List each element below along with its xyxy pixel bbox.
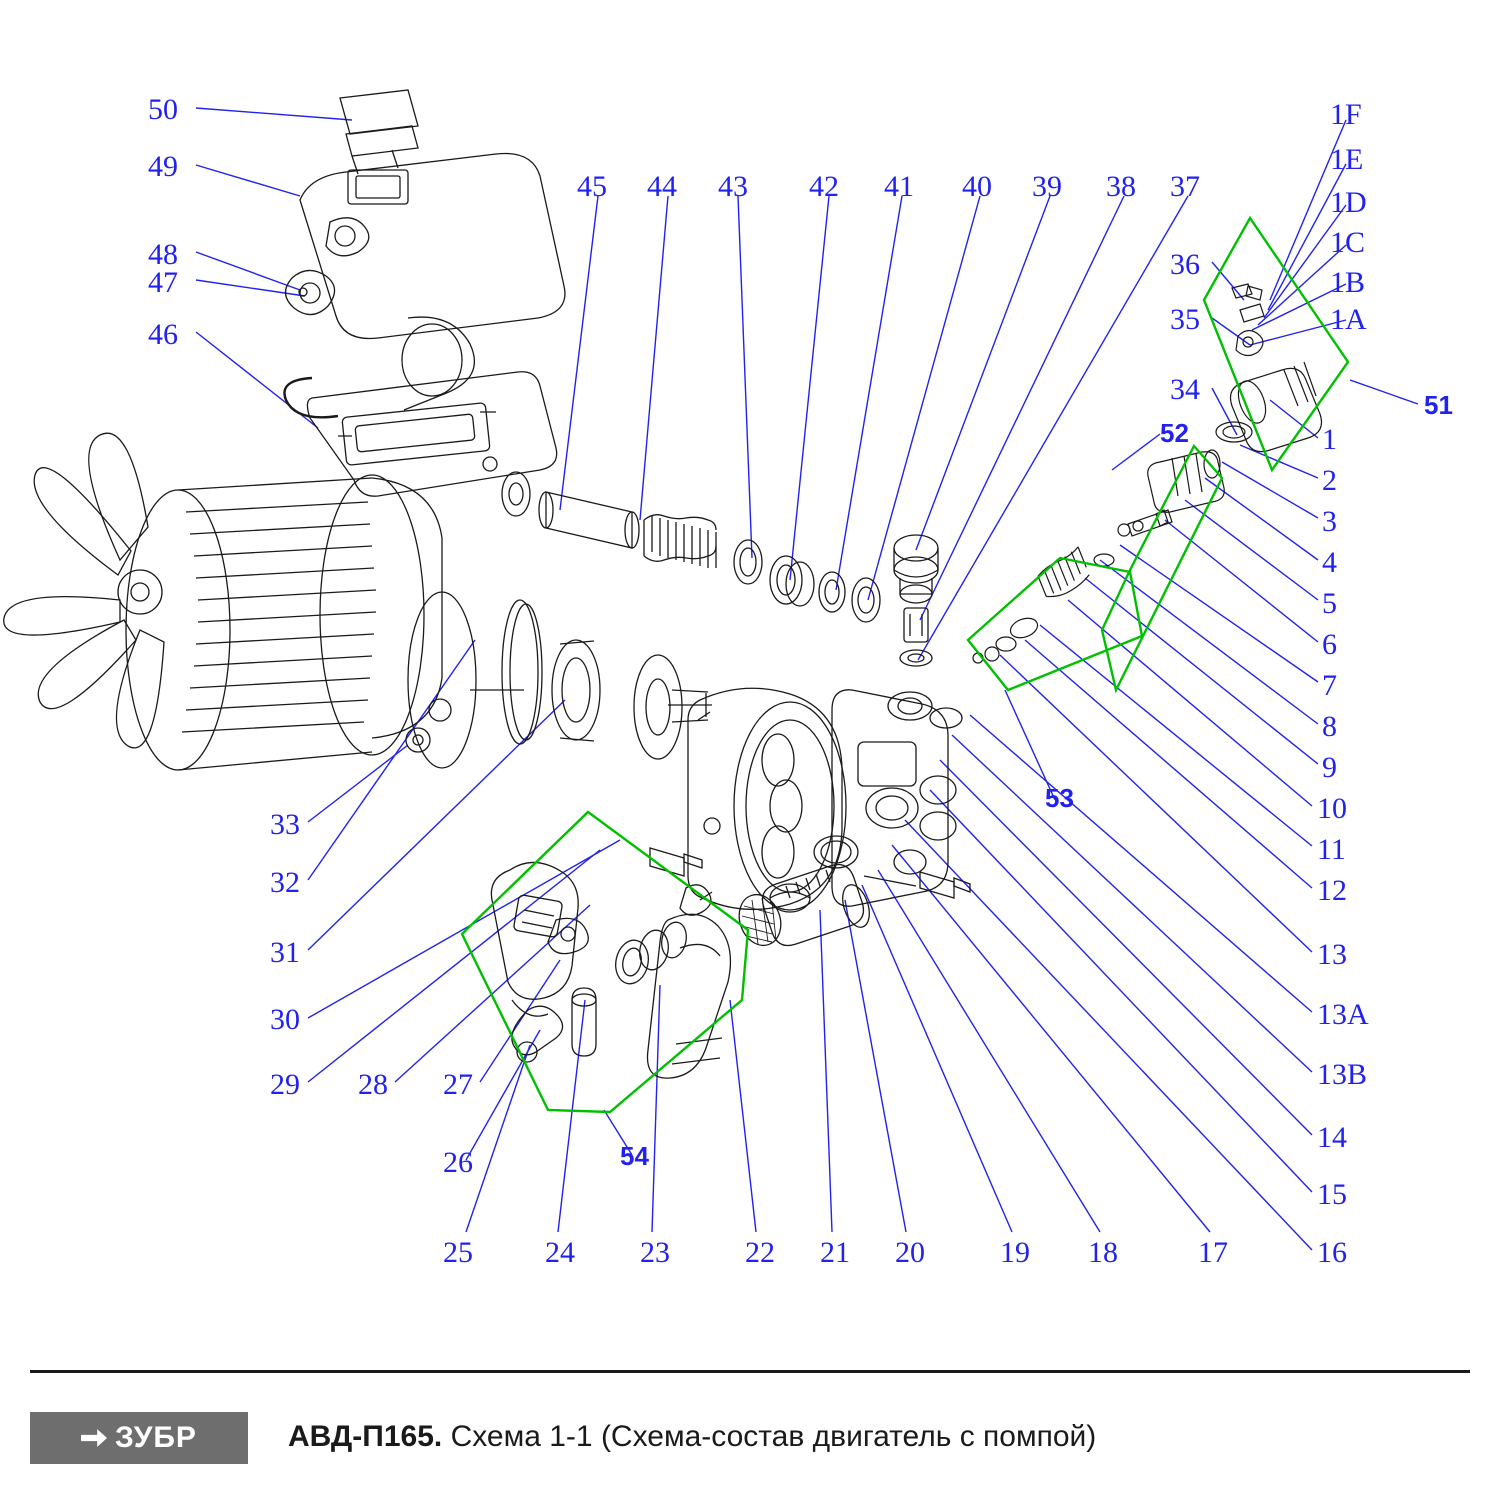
part-callout-13B[interactable]: 13B [1317,1058,1368,1091]
leader-line [820,910,832,1232]
part-callout-54[interactable]: 54 [620,1141,649,1171]
leader-line [196,252,300,290]
part-callout-38[interactable]: 38 [1106,170,1136,203]
part-callout-2[interactable]: 2 [1322,464,1337,497]
leader-line [730,1000,756,1232]
part-callout-28[interactable]: 28 [358,1068,388,1101]
leader-line [1264,205,1346,318]
leader-line [308,640,475,880]
part-callout-23[interactable]: 23 [640,1236,670,1269]
part-callout-36[interactable]: 36 [1170,248,1200,281]
footer-divider [30,1370,1470,1373]
part-callout-1F[interactable]: 1F [1330,98,1362,131]
part-callout-11[interactable]: 11 [1317,833,1346,866]
part-callout-5[interactable]: 5 [1322,587,1337,620]
leader-line [1212,262,1244,300]
part-callout-50[interactable]: 50 [148,93,178,126]
part-callout-26[interactable]: 26 [443,1146,473,1179]
part-callout-21[interactable]: 21 [820,1236,850,1269]
part-callout-1E[interactable]: 1E [1330,143,1364,176]
leader-line [952,735,1312,1072]
leader-line [1205,478,1318,560]
leader-line [836,196,902,590]
part-callout-34[interactable]: 34 [1170,373,1200,406]
leader-line [905,820,1312,1250]
shaft-spring-seal-row [502,472,938,666]
part-callout-1B[interactable]: 1B [1330,266,1366,299]
pump-housing-assembly [650,688,970,951]
part-callout-12[interactable]: 12 [1317,874,1347,907]
leader-line [480,960,560,1082]
part-callout-43[interactable]: 43 [718,170,748,203]
leader-line [738,196,752,558]
part-callout-7[interactable]: 7 [1322,669,1337,702]
part-callout-41[interactable]: 41 [884,170,914,203]
leader-line [640,196,668,520]
leader-line [652,985,660,1232]
leader-line [1165,520,1318,642]
gun-assembly [491,862,730,1078]
leader-line [1040,625,1312,846]
part-callout-29[interactable]: 29 [270,1068,300,1101]
part-callout-37[interactable]: 37 [1170,170,1200,203]
highlight-53 [968,558,1142,690]
leader-line [1270,400,1318,438]
part-callout-4[interactable]: 4 [1322,546,1337,579]
motor-assembly [4,433,712,770]
highlight-groups [462,218,1348,1112]
part-callout-42[interactable]: 42 [809,170,839,203]
part-callout-24[interactable]: 24 [545,1236,575,1269]
leader-line [892,845,1210,1232]
highlight-54 [462,812,748,1112]
leader-line [862,885,1012,1232]
part-callout-19[interactable]: 19 [1000,1236,1030,1269]
part-callout-32[interactable]: 32 [270,866,300,899]
part-callout-8[interactable]: 8 [1322,710,1337,743]
part-callout-46[interactable]: 46 [148,318,178,351]
brand-name: ЗУБР [115,1421,197,1454]
part-callout-16[interactable]: 16 [1317,1236,1347,1269]
part-callout-45[interactable]: 45 [577,170,607,203]
part-callout-18[interactable]: 18 [1088,1236,1118,1269]
diagram-caption [288,1420,1096,1454]
highlight-52 [1102,446,1222,690]
caption-text: Схема 1-1 (Схема-состав двигатель с помпой) [450,1420,1097,1453]
part-callout-1A[interactable]: 1A [1330,303,1367,336]
part-callout-13A[interactable]: 13A [1317,998,1369,1031]
leader-line [466,1030,540,1160]
part-callout-33[interactable]: 33 [270,808,300,841]
leader-line [845,900,906,1232]
leader-line [1068,600,1312,806]
part-callout-39[interactable]: 39 [1032,170,1062,203]
part-callout-17[interactable]: 17 [1198,1236,1228,1269]
part-callout-6[interactable]: 6 [1322,628,1337,661]
part-callout-3[interactable]: 3 [1322,505,1337,538]
leader-line [1212,388,1237,435]
part-callout-53[interactable]: 53 [1045,783,1074,813]
part-callout-51[interactable]: 51 [1424,390,1453,420]
leader-line [560,196,598,510]
leader-line [196,165,300,196]
model-number: АВД-П165. [288,1420,443,1453]
leader-line [940,760,1312,1135]
leader-line [868,196,980,600]
part-callout-47[interactable]: 47 [148,266,178,299]
leader-line [1350,380,1418,404]
part-callout-52[interactable]: 52 [1160,418,1189,448]
leader-line [196,108,352,120]
leader-line [1025,640,1312,888]
part-callout-30[interactable]: 30 [270,1003,300,1036]
part-callout-15[interactable]: 15 [1317,1178,1347,1211]
leader-line [1085,578,1318,764]
part-callout-1[interactable]: 1 [1322,423,1337,456]
part-callout-1D[interactable]: 1D [1330,186,1367,219]
part-callout-48[interactable]: 48 [148,238,178,271]
part-callout-49[interactable]: 49 [148,150,178,183]
part-callout-13[interactable]: 13 [1317,938,1347,971]
leader-line [970,715,1312,1012]
leader-line [916,196,1050,550]
part-callout-14[interactable]: 14 [1317,1121,1347,1154]
part-callout-44[interactable]: 44 [647,170,677,203]
arrow-in-square-icon [81,1425,107,1451]
leader-line [930,790,1312,1192]
cooling-fan [4,433,164,748]
part-callout-25[interactable]: 25 [443,1236,473,1269]
part-callout-22[interactable]: 22 [745,1236,775,1269]
part-callout-31[interactable]: 31 [270,936,300,969]
unloader-valve-group [973,450,1224,663]
leader-line [920,196,1124,620]
valve-stack [894,535,938,666]
part-callout-20[interactable]: 20 [895,1236,925,1269]
brand-logo [30,1412,248,1464]
leader-line [466,1045,530,1232]
leader-line [1222,462,1318,518]
leader-line [1185,500,1318,600]
part-callout-40[interactable]: 40 [962,170,992,203]
part-callout-1C[interactable]: 1C [1330,226,1366,259]
leader-line [1120,545,1318,682]
part-callout-27[interactable]: 27 [443,1068,473,1101]
leader-line [790,196,829,580]
switch-cover-assembly [284,90,564,496]
part-callout-10[interactable]: 10 [1317,792,1347,825]
part-callout-9[interactable]: 9 [1322,751,1337,784]
part-callout-35[interactable]: 35 [1170,303,1200,336]
leader-line [395,905,590,1082]
